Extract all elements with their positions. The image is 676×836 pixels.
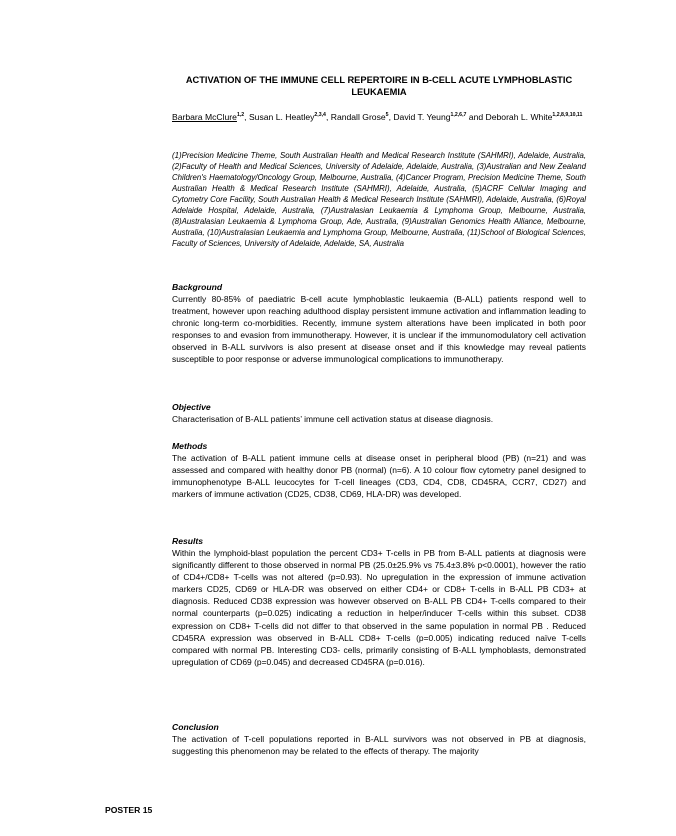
author-name: David T. Yeung <box>393 112 451 122</box>
author-name: Randall Grose <box>330 112 386 122</box>
section-heading: Objective <box>172 402 211 412</box>
author-name: Barbara McClure <box>172 112 237 122</box>
section-body: Within the lymphoid-blast population the percent CD3+ T-cells in PB from B-ALL patients at diagnosis were significantly different to those observed in normal PB (25.0±25.9% vs 75.4±3.8% p<0.0001), however the ratio of CD4+/CD8+ T-cells was not altered (p=0.93). No upregulation in the expression of immune activation markers CD25, CD69 or HLA-DR was observed on either CD4+ or CD8+ T-cells in B-ALL PB CD3+ at diagnosis. Reduced CD38 expression was however observed on B-ALL PB CD4+ T-cells compared to their normal counterparts (p=0.025) indicating a reduction in helper/inducer T-cells within this subset. CD38 expression on CD8+ T-cells did not differ to that observed in the same population in normal PB . Reduced CD45RA expression was observed in B-ALL CD8+ T-cells (p=0.005) indicating reduced naïve T-cells compared with normal PB. Interesting CD3- cells, primarily consisting of B-ALL lymphoblasts, demonstrated upregulation of CD69 (p=0.045) and decreased CD45RA (p=0.016). <box>172 548 586 667</box>
author-list <box>172 111 586 124</box>
section-heading: Conclusion <box>172 722 219 732</box>
author-affiliation-numbers: 5 <box>385 112 389 118</box>
author-affiliation-numbers: 1,2,6,7 <box>450 112 467 118</box>
section-body: The activation of T-cell populations reported in B-ALL survivors was not observed in PB at diagnosis, suggesting this phenomenon may be related to the effects of therapy. The majority <box>172 734 586 757</box>
author-separator: and <box>466 112 486 122</box>
section-heading: Background <box>172 282 223 292</box>
author-name: Susan L. Heatley <box>248 112 315 122</box>
objective-section <box>172 401 586 425</box>
author-name: Deborah L. White <box>485 112 553 122</box>
background-section <box>172 281 586 366</box>
author-separator: , <box>325 112 331 122</box>
abstract-title: ACTIVATION OF THE IMMUNE CELL REPERTOIRE IN B-CELL ACUTE LYMPHOBLASTIC LEUKAEMIA <box>185 75 573 97</box>
results-section <box>172 535 586 668</box>
section-heading: Results <box>172 536 204 546</box>
author-affiliation-numbers: 2,3,4 <box>314 112 326 118</box>
author-separator: , <box>388 112 394 122</box>
poster-label: POSTER 15 <box>105 805 153 815</box>
section-heading: Methods <box>172 441 208 451</box>
conclusion-section <box>172 721 586 757</box>
author-affiliation-numbers: 1,2 <box>236 112 245 118</box>
author-affiliation-numbers: 1,2,8,9,10,11 <box>552 112 583 118</box>
section-body: Characterisation of B-ALL patients’ immune cell activation status at disease diagnosis. <box>172 414 494 424</box>
affiliations: (1)Precision Medicine Theme, South Australian Health and Medical Research Institute (SAHMRI), Adelaide, Australia, (2)Faculty of Health and Medical Sciences, University of Adelaide, Adelaide, Australia, (3)Australian and New Zealand Children's Haematology/Oncology Group, Melbourne, Australia, (4)Cancer Program, Precision Medicine Theme, South Australian Health & Medical Research Institute (SAHMRI), Adelaide, Australia, (5)ACRF Cellular Imaging and Cytometry Core Facility, South Australian Health & Medical Research Institute (SAHMRI), Adelaide, Australia, (6)Royal Adelaide Hospital, Adelaide, Australia, (7)Australasian Leukaemia & Lymphoma Group, Melbourne, Australia, (8)Australasian Leukaemia & Lymphoma Group, Ade, Australia, (9)Australian Genomics Health Alliance, Melbourne, Australia, (10)Australasian Leukaemia and Lymphoma Group, Melbourne, Australia, (11)School of Biological Sciences, Faculty of Sciences, University of Adelaide, Adelaide, SA, Australia <box>172 151 586 248</box>
section-body: The activation of B-ALL patient immune cells at disease onset in peripheral blood (PB) (n=21) and was assessed and compared with healthy donor PB (normal) (n=6). A 10 colour flow cytometry panel designed to immunophenotype B-ALL leucocytes for T-cell lineages (CD3, CD4, CD8, CD45RA, CCR7, CD27) and markers of immune activation (CD25, CD38, CD69, HLA-DR) was developed. <box>172 453 586 500</box>
methods-section <box>172 440 586 500</box>
author-separator: , <box>244 112 249 122</box>
section-body: Currently 80-85% of paediatric B-cell acute lymphoblastic leukaemia (B-ALL) patients respond well to treatment, however upon reaching adulthood display persistent immune activation and inflammation leading to chronic long-term co-morbidities. Recently, immune system alterations have been implicated in both poor responses to and evasion from immunotherapy. However, it is unclear if the immunomodulatory cell activation observed in B-ALL survivors is also present at disease onset and if this knowledge may reveal patients susceptible to poor response or adverse immunological complications to immunotherapy. <box>172 294 586 365</box>
